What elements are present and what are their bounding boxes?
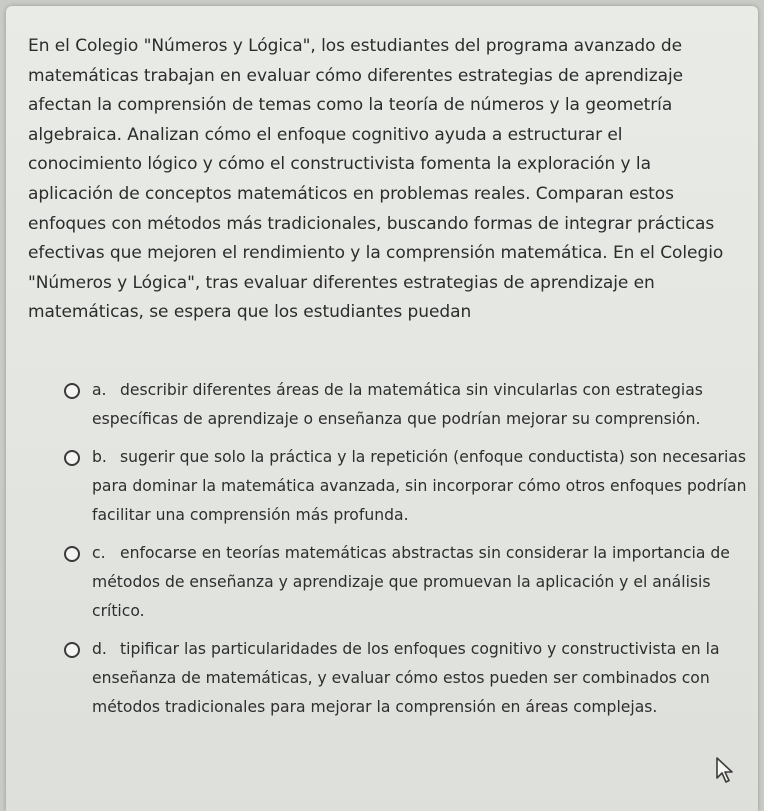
option-d-letter: d.: [92, 640, 107, 658]
option-c-letter: c.: [92, 544, 106, 562]
answer-options: [64, 376, 754, 731]
option-b-text: sugerir que solo la práctica y la repetición (enfoque conductista) son necesarias para dominar la matemática avanzada, sin incorporar cómo otros enfoques podrían facilitar una comprensión más profunda.: [92, 448, 747, 524]
option-d-text: tipificar las particularidades de los enfoques cognitivo y constructivista en la enseñanza de matemáticas, y evaluar cómo estos pueden ser combinados con métodos tradicionales para mejorar la comprensión en áreas complejas.: [92, 640, 720, 716]
option-c-text: enfocarse en teorías matemáticas abstractas sin considerar la importancia de métodos de enseñanza y aprendizaje que promuevan la aplicación y el análisis crítico.: [92, 544, 730, 620]
option-a[interactable]: [64, 376, 754, 434]
radio-button-d[interactable]: [64, 642, 80, 658]
radio-button-b[interactable]: [64, 450, 80, 466]
option-c[interactable]: [64, 539, 754, 626]
radio-button-a[interactable]: [64, 383, 80, 399]
option-a-letter: a.: [92, 381, 107, 399]
pointer-cursor-icon: [713, 756, 739, 784]
question-text: En el Colegio "Números y Lógica", los estudiantes del programa avanzado de matemáticas trabajan en evaluar cómo diferentes estrategias de aprendizaje afectan la comprensión de temas como la teoría de números y la geometría algebraica. Analizan cómo el enfoque cognitivo ayuda a estructurar el conocimiento lógico y cómo el constructivista fomenta la exploración y la aplicación de conceptos matemáticos en problemas reales. Comparan estos enfoques con métodos más tradicionales, buscando formas de integrar prácticas efectivas que mejoren el rendimiento y la comprensión matemática. En el Colegio "Números y Lógica", tras evaluar diferentes estrategias de aprendizaje en matemáticas, se espera que los estudiantes puedan: [28, 36, 724, 323]
radio-button-c[interactable]: [64, 546, 80, 562]
option-a-text: describir diferentes áreas de la matemática sin vincularlas con estrategias específicas de aprendizaje o enseñanza que podrían mejorar su comprensión.: [92, 381, 703, 428]
option-d[interactable]: [64, 635, 754, 722]
option-b-letter: b.: [92, 448, 107, 466]
option-b[interactable]: [64, 443, 754, 530]
question-card: [6, 6, 758, 811]
